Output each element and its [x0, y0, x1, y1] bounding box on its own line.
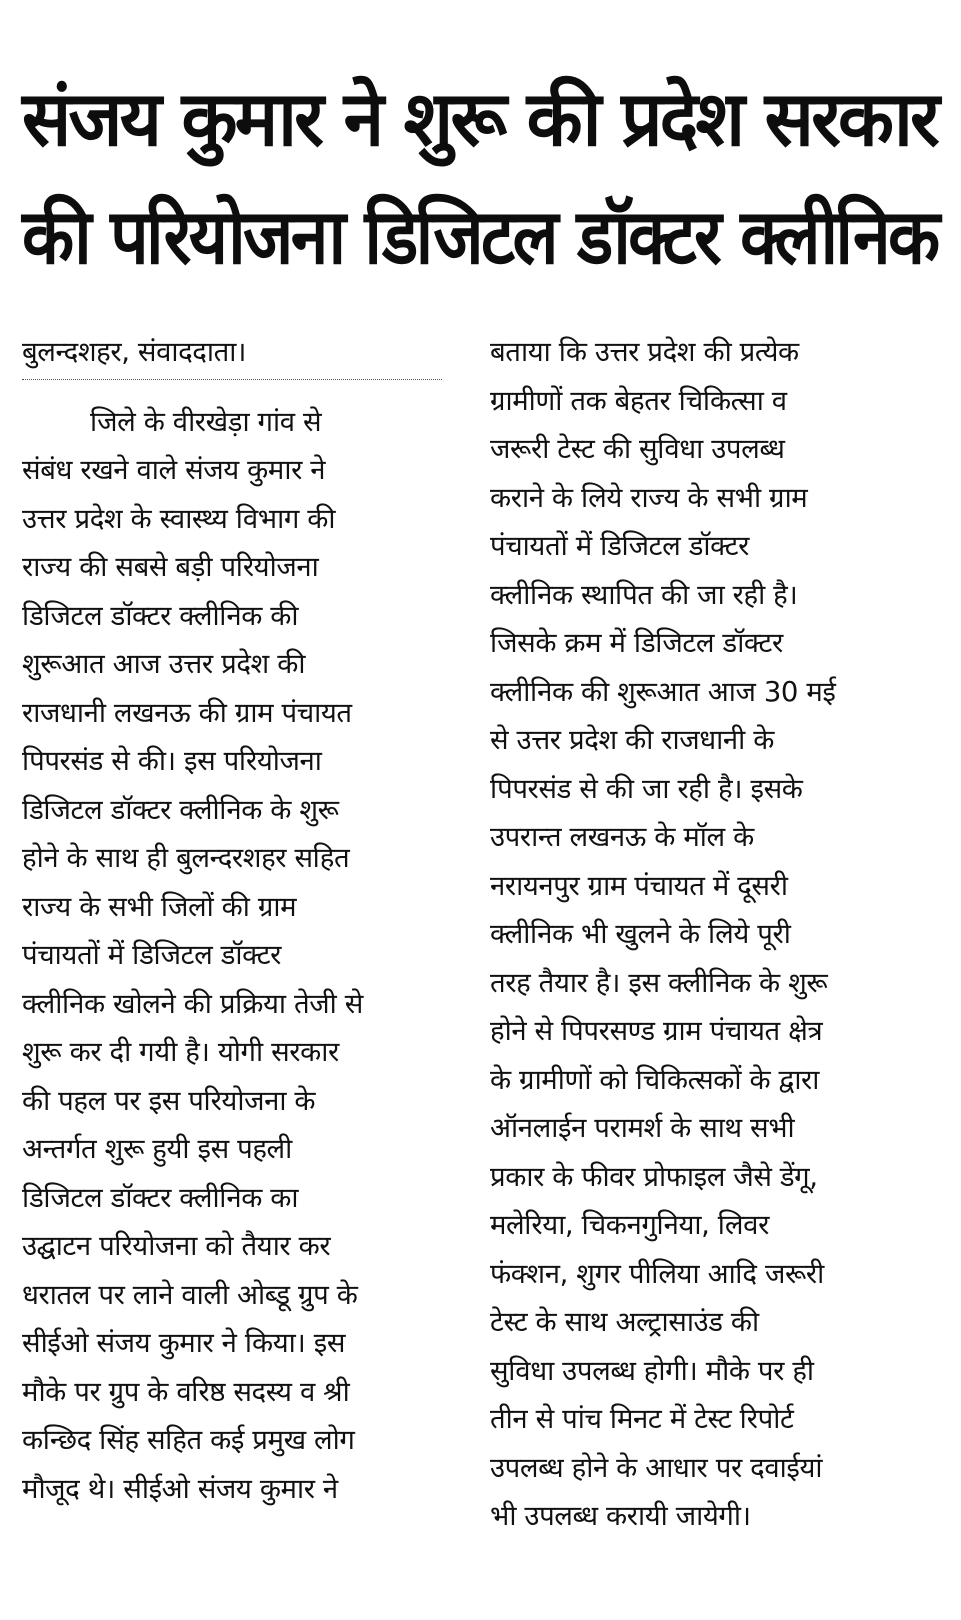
text-line: उपलब्ध होने के आधार पर दवाईयां — [490, 1451, 823, 1484]
text-line: की पहल पर इस परियोजना के — [22, 1084, 316, 1117]
text-line: होने से पिपरसण्ड ग्राम पंचायत क्षेत्र — [490, 1015, 823, 1047]
text-line: कराने के लिये राज्य के सभी ग्राम — [490, 481, 808, 514]
text-line: डिजिटल डॉक्टर क्लीनिक का — [22, 1181, 299, 1214]
text-line: सीईओ संजय कुमार ने किया। इस — [22, 1327, 346, 1359]
text-line: पंचायतों में डिजिटल डॉक्टर — [490, 530, 750, 562]
text-line: शुरू कर दी गयी है। योगी सरकार — [22, 1036, 339, 1068]
text-line: राज्य की सबसे बड़ी परियोजना — [22, 551, 319, 583]
text-line: क्लीनिक की शुरूआत आज 30 मई — [490, 675, 836, 708]
text-line: मौजूद थे। सीईओ संजय कुमार ने — [22, 1472, 338, 1505]
text-line: कन्छिद सिंह सहित कई प्रमुख लोग — [22, 1424, 355, 1456]
text-line: मलेरिया, चिकनगुनिया, लिवर — [490, 1209, 769, 1241]
text-line: बताया कि उत्तर प्रदेश की प्रत्येक — [490, 336, 799, 368]
text-line: राजधानी लखनऊ की ग्राम पंचायत — [22, 696, 352, 729]
text-line: धरातल पर लाने वाली ओब्डू ग्रुप के — [22, 1278, 358, 1311]
text-line: तीन से पांच मिनट में टेस्ट रिपोर्ट — [490, 1403, 794, 1435]
text-line: नरायनपुर ग्राम पंचायत में दूसरी — [490, 869, 788, 902]
text-line: क्लीनिक भी खुलने के लिये पूरी — [490, 918, 791, 950]
text-line: संबंध रखने वाले संजय कुमार ने — [22, 454, 326, 486]
article-column-right — [490, 328, 940, 1541]
headline — [22, 60, 942, 296]
text-line: ऑनलाईन परामर्श के साथ सभी — [490, 1112, 795, 1144]
text-line: भी उपलब्ध करायी जायेगी। — [490, 1500, 751, 1532]
text-line: उद्घाटन परियोजना को तैयार कर — [22, 1230, 331, 1262]
text-line: शुरूआत आज उत्तर प्रदेश की — [22, 648, 306, 680]
text-line: जरूरी टेस्ट की सुविधा उपलब्ध — [490, 433, 785, 465]
text-line: सुविधा उपलब्ध होगी। मौके पर ही — [490, 1354, 814, 1387]
text-line: टेस्ट के साथ अल्ट्रासाउंड की — [490, 1306, 759, 1338]
text-line: अन्तर्गत शुरू हुयी इस पहली — [22, 1133, 292, 1165]
text-line: होने के साथ ही बुलन्दरशहर सहित — [22, 842, 350, 874]
text-line: के ग्रामीणों को चिकित्सकों के द्वारा — [490, 1063, 820, 1096]
text-line: तरह तैयार है। इस क्लीनिक के शुरू — [490, 966, 828, 999]
headline-line-1: संजय कुमार ने शुरू की प्रदेश सरकार — [22, 74, 937, 163]
text-line: क्लीनिक खोलने की प्रक्रिया तेजी से — [22, 987, 363, 1020]
text-line: ग्रामीणों तक बेहतर चिकित्सा व — [490, 384, 787, 417]
paragraph-first-line: जिले के वीरखेड़ा गांव से — [90, 405, 322, 438]
text-line: पिपरसंड से की। इस परियोजना — [22, 745, 322, 777]
text-line: मौके पर ग्रुप के वरिष्ठ सदस्य व श्री — [22, 1375, 350, 1408]
text-line: से उत्तर प्रदेश की राजधानी के — [490, 724, 774, 756]
dateline: बुलन्दशहर, संवाददाता। — [22, 328, 442, 380]
text-line: पिपरसंड से की जा रही है। इसके — [490, 772, 803, 805]
text-line: जिसके क्रम में डिजिटल डॉक्टर — [490, 627, 783, 659]
text-line: फंक्शन, शुगर पीलिया आदि जरूरी — [490, 1257, 824, 1290]
text-line: प्रकार के फीवर प्रोफाइल जैसे डेंगू, — [490, 1160, 818, 1193]
text-line: क्लीनिक स्थापित की जा रही है। — [490, 578, 798, 611]
text-line: उपरान्त लखनऊ के मॉल के — [490, 821, 754, 853]
text-line: उत्तर प्रदेश के स्वास्थ्य विभाग की — [22, 502, 336, 535]
text-line: पंचायतों में डिजिटल डॉक्टर — [22, 939, 282, 971]
text-line: राज्य के सभी जिलों की ग्राम — [22, 890, 297, 923]
headline-line-2: की परियोजना डिजिटल डॉक्टर क्लीनिक — [22, 192, 938, 281]
text-line: डिजिटल डॉक्टर क्लीनिक की — [22, 599, 299, 632]
text-line: डिजिटल डॉक्टर क्लीनिक के शुरू — [22, 793, 339, 826]
article-column-left — [22, 328, 452, 1513]
